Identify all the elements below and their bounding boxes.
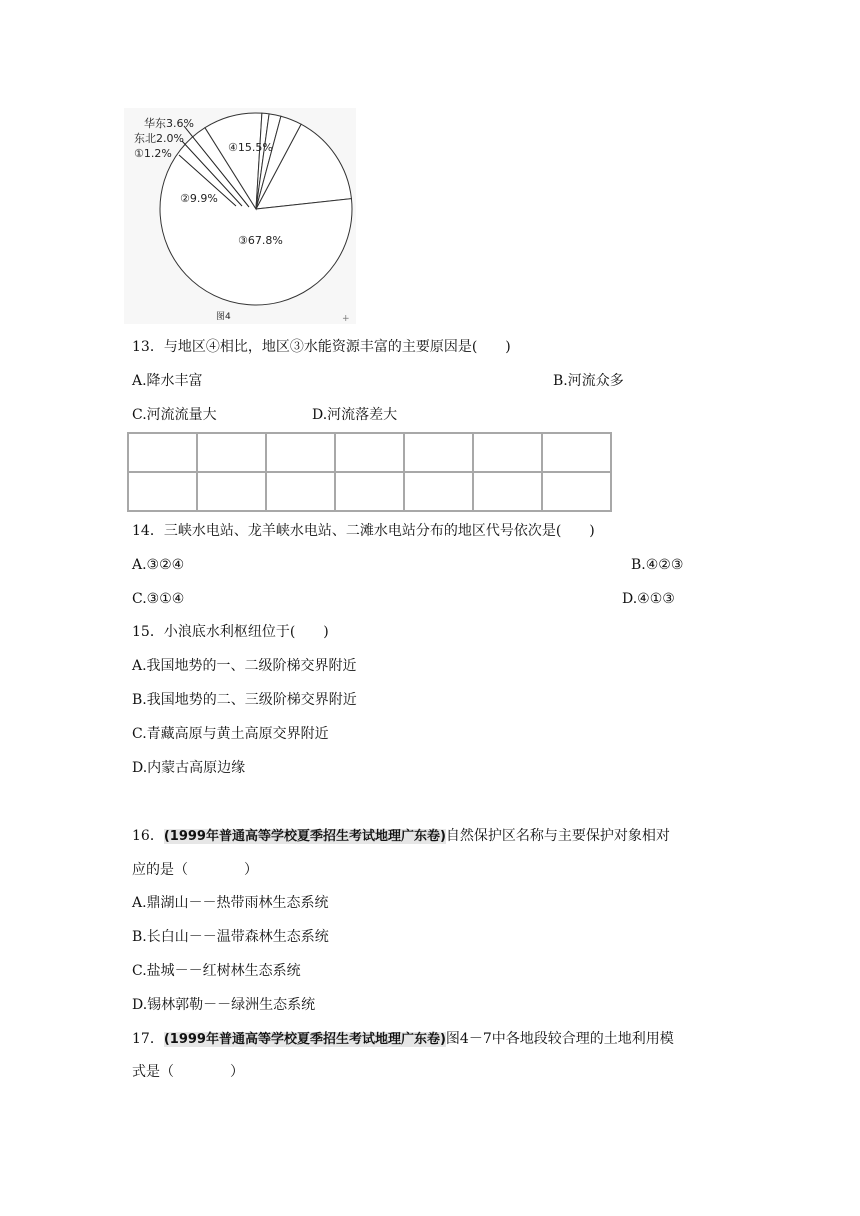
grid-cell xyxy=(335,472,404,511)
question-13-option-a: A.降水丰富 xyxy=(132,373,203,389)
answer-grid xyxy=(127,432,612,512)
slice-label-2: ②9.9% xyxy=(180,192,218,205)
grid-cell xyxy=(404,433,473,472)
grid-cell xyxy=(473,472,542,511)
grid-cell xyxy=(266,433,335,472)
grid-cell xyxy=(128,472,197,511)
question-16-option-b: B.长白山－－温带森林生态系统 xyxy=(132,929,329,945)
grid-cell xyxy=(404,472,473,511)
question-17-stem xyxy=(132,1029,674,1050)
question-15-option-b: B.我国地势的二、三级阶梯交界附近 xyxy=(132,692,357,708)
question-16-source: (1999年普通高等学校夏季招生考试地理广东卷) xyxy=(163,829,446,844)
slice-label-dongbei: 东北2.0% xyxy=(134,132,184,145)
grid-cell xyxy=(128,433,197,472)
grid-cell xyxy=(335,433,404,472)
slice-label-1: ①1.2% xyxy=(134,147,172,160)
slice-label-4: ④15.5% xyxy=(228,141,273,154)
question-17-text: 图4－7中各地段较合理的土地利用模 xyxy=(445,1031,674,1047)
grid-cell xyxy=(542,472,611,511)
question-13-option-b: B.河流众多 xyxy=(553,373,624,389)
question-13-option-c: C.河流流量大 xyxy=(132,407,217,423)
question-15-stem: 15．小浪底水利枢纽位于( ) xyxy=(132,624,329,640)
figure-caption: 图4 xyxy=(216,312,231,322)
question-16-stem xyxy=(132,826,670,847)
question-16-text: 自然保护区名称与主要保护对象相对 xyxy=(445,828,670,844)
question-17-source: (1999年普通高等学校夏季招生考试地理广东卷) xyxy=(163,1032,446,1047)
question-17-number: 17． xyxy=(132,1031,164,1047)
question-17-stem-continued: 式是（ ） xyxy=(132,1064,244,1080)
question-14-option-b: B.④②③ xyxy=(631,557,684,573)
slice-label-3: ③67.8% xyxy=(238,234,283,247)
question-14-stem: 14．三峡水电站、龙羊峡水电站、二滩水电站分布的地区代号依次是( ) xyxy=(132,523,595,539)
question-16-option-d: D.锡林郭勒－－绿洲生态系统 xyxy=(132,997,316,1013)
question-13-option-d: D.河流落差大 xyxy=(312,407,398,423)
question-16-option-a: A.鼎湖山－－热带雨林生态系统 xyxy=(132,895,329,911)
question-15-option-d: D.内蒙古高原边缘 xyxy=(132,760,246,776)
question-16-number: 16． xyxy=(132,828,164,844)
table-row xyxy=(128,433,611,472)
question-16-stem-continued: 应的是（ ） xyxy=(132,862,258,878)
grid-cell xyxy=(542,433,611,472)
pie-figure xyxy=(124,108,356,324)
question-15-option-a: A.我国地势的一、二级阶梯交界附近 xyxy=(132,658,357,674)
question-14-option-a: A.③②④ xyxy=(132,557,185,573)
question-14-option-c: C.③①④ xyxy=(132,591,185,607)
question-14-option-d: D.④①③ xyxy=(622,591,675,607)
grid-cell xyxy=(197,433,266,472)
slice-label-huadong: 华东3.6% xyxy=(144,117,194,130)
question-13-stem: 13．与地区④相比，地区③水能资源丰富的主要原因是( ) xyxy=(132,339,511,355)
grid-cell xyxy=(266,472,335,511)
table-row xyxy=(128,472,611,511)
pie-chart xyxy=(124,108,356,324)
question-15-option-c: C.青藏高原与黄土高原交界附近 xyxy=(132,726,329,742)
cross-mark-icon: + xyxy=(342,314,350,324)
grid-cell xyxy=(473,433,542,472)
question-16-option-c: C.盐城－－红树林生态系统 xyxy=(132,963,301,979)
grid-cell xyxy=(197,472,266,511)
